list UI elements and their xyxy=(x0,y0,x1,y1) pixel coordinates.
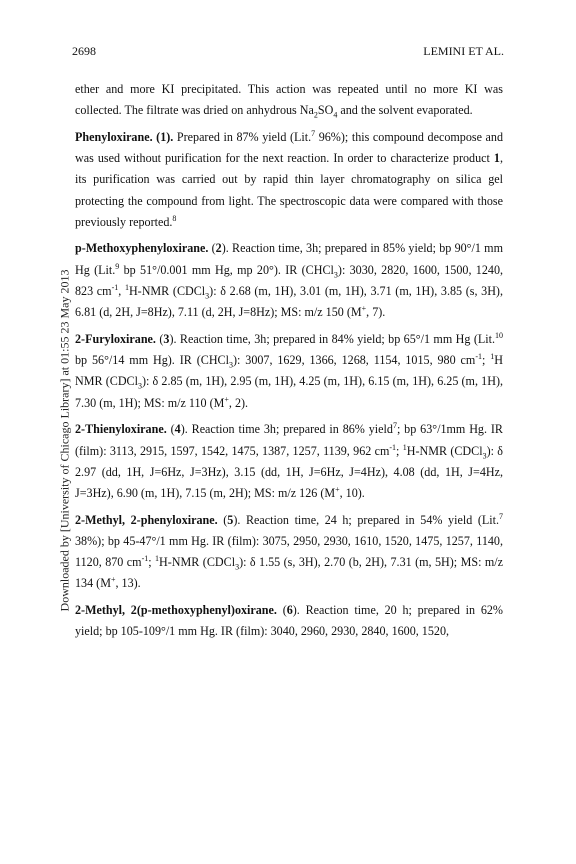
running-head: LEMINI ET AL. xyxy=(423,44,504,58)
text-run: 4 xyxy=(174,422,181,437)
text-run: H-NMR (CDCl xyxy=(128,284,206,299)
text-run: 1 xyxy=(402,442,407,452)
paragraph-2-methyl-2-phenyloxirane xyxy=(75,510,503,595)
text-run: 4 xyxy=(333,110,338,120)
text-run: 1 xyxy=(124,283,129,293)
paragraph-continuation xyxy=(75,79,503,122)
paragraph-p-methoxyphenyloxirane xyxy=(75,238,503,323)
text-run: ). Reaction time, 24 h; prepared in 54% yield (Lit. xyxy=(233,512,499,527)
text-run: 2 xyxy=(215,241,222,256)
page-number: 2698 xyxy=(72,44,96,58)
text-run: 2-Methyl, 2(p-methoxyphenyl)oxirane. xyxy=(75,602,277,617)
text-run: + xyxy=(110,575,116,585)
text-run: 7 xyxy=(499,511,503,521)
text-run: 2-Thienyloxirane. xyxy=(75,422,167,437)
text-run: ): δ 2.68 (m, 1H), 3.01 (m, 1H), 3.71 (m, 1H), 3.85 (s, 3H), 6.81 (d, 2H, J=8Hz), 7.11 (d, 2H, J=8Hz); MS: m/z 150 (M xyxy=(75,284,503,320)
text-run: -1 xyxy=(389,442,397,452)
text-run: 10 xyxy=(495,330,503,340)
text-run: , its purification was carried out by rapid thin layer chromatography on silica gel protecting the compound from light. The spectroscopic data were compared with those previously reported. xyxy=(75,151,503,229)
text-run: ): δ 2.97 (dd, 1H, J=6Hz, J=3Hz), 3.15 (dd, 1H, J=6Hz, J=4Hz), 4.08 (dd, 1H, J=4Hz, J=3Hz), 6.90 (m, 1H), 7.15 (m, 2H); MS: m/z 126 (M xyxy=(75,443,504,501)
paragraph-2-methyl-methoxyphenyloxirane xyxy=(75,600,503,643)
article-body xyxy=(75,79,503,643)
text-run: ; bp 63°/1mm Hg. IR (film): 3113, 2915, 1597, 1542, 1475, 1387, 1257, 1139, 962 cm xyxy=(75,422,503,458)
text-run: H-NMR (CDCl xyxy=(159,555,236,570)
text-run: + xyxy=(361,304,367,314)
text-run: ( xyxy=(155,331,164,346)
text-run: , 2). xyxy=(228,395,249,410)
text-run: 38%); bp 45-47°/1 mm Hg. IR (film): 3075, 2950, 2930, 1610, 1520, 1475, 1257, 1140, 1120, 870 cm xyxy=(75,533,503,570)
text-run: 3 xyxy=(235,562,240,572)
text-run: 1 xyxy=(155,554,160,564)
text-run: ; xyxy=(148,555,156,570)
text-run: 8 xyxy=(172,213,177,223)
text-run: ): 3030, 2820, 1600, 1500, 1240, 823 cm xyxy=(75,262,504,299)
text-run: 5 xyxy=(227,512,234,527)
text-run: , xyxy=(118,284,125,299)
text-run: ). Reaction time, 3h; prepared in 84% yield; bp 65°/1 mm Hg (Lit. xyxy=(169,331,495,346)
text-run: H-NMR (CDCl xyxy=(406,443,483,458)
text-run: ; xyxy=(482,353,491,368)
paragraph-phenyloxirane xyxy=(75,127,503,233)
text-run: ( xyxy=(166,422,175,437)
text-run: ). Reaction time, 20 h; prepared in 62% yield; bp 105-109°/1 mm Hg. IR (film): 3040, 2960, 2930, 2840, 1600, 1520, xyxy=(75,602,504,639)
paragraph-2-thienyloxirane xyxy=(75,419,503,504)
text-run: bp 56°/14 mm Hg). IR (CHCl xyxy=(75,353,229,368)
text-run: 3 xyxy=(482,450,487,460)
text-run: 2-Methyl, 2-phenyloxirane. xyxy=(75,512,218,527)
text-run: ( xyxy=(208,241,216,256)
text-run: 3 xyxy=(137,381,142,391)
text-run: 6 xyxy=(286,602,293,617)
text-run: 2 xyxy=(313,110,318,120)
text-run: 1 xyxy=(493,151,500,166)
text-run: , 13). xyxy=(115,576,141,591)
download-watermark: Downloaded by [University of Chicago Library] at 01:55 23 May 2013 xyxy=(57,269,72,612)
text-run: ). Reaction time, 3h; prepared in 85% yield; bp 90°/1 mm Hg (Lit. xyxy=(75,241,503,277)
text-run: and the solvent evaporated. xyxy=(337,103,473,118)
text-run: ). Reaction time 3h; prepared in 86% yield xyxy=(180,422,393,437)
text-run: 3 xyxy=(205,291,210,301)
text-run: , 7). xyxy=(366,305,386,320)
text-run: ): δ 2.85 (m, 1H), 2.95 (m, 1H), 4.25 (m, 1H), 6.15 (m, 1H), 6.25 (m, 1H), 7.30 (m, 1H); MS: m/z 110 (M xyxy=(75,374,503,410)
text-run: ): δ 1.55 (s, 3H), 2.70 (b, 2H), 7.31 (m, 5H); MS: m/z 134 (M xyxy=(75,555,504,591)
text-run: + xyxy=(335,485,340,495)
text-run: , 10). xyxy=(339,486,365,501)
text-run: 9 xyxy=(115,261,120,271)
paragraph-2-furyloxirane xyxy=(75,329,503,414)
text-run: 7 xyxy=(311,128,316,138)
text-run: -1 xyxy=(141,554,149,564)
text-run: ): 3007, 1629, 1366, 1268, 1154, 1015, 980 cm xyxy=(232,353,476,368)
text-run: ( xyxy=(217,512,228,527)
text-run: -1 xyxy=(475,352,482,362)
text-run: 3 xyxy=(163,331,170,346)
text-run: bp 51°/0.001 mm Hg, mp 20°). IR (CHCl xyxy=(119,262,334,277)
text-run: ; xyxy=(396,443,403,458)
text-run: ( xyxy=(276,602,287,617)
text-run: SO xyxy=(317,103,334,118)
text-run: 3 xyxy=(228,360,233,370)
text-run: 2-Furyloxirane. xyxy=(75,331,156,346)
text-run: Prepared in 87% yield (Lit. xyxy=(173,129,312,144)
text-run: -1 xyxy=(111,283,119,293)
text-run: 96%); this compound decompose and was used without purification for the next reaction. In order to characterize product xyxy=(75,129,503,166)
text-run: H NMR (CDCl xyxy=(75,353,503,389)
text-run: p-Methoxyphenyloxirane. xyxy=(75,241,209,256)
text-run: ether and more KI precipitated. This action was repeated until no more KI was collected. The filtrate was dried on anhydrous Na xyxy=(75,82,503,118)
text-run: Phenyloxirane. (1). xyxy=(75,129,174,144)
text-run: 3 xyxy=(333,270,338,280)
text-run: 1 xyxy=(490,352,495,362)
text-run: + xyxy=(224,394,229,404)
text-run: 7 xyxy=(392,421,397,431)
